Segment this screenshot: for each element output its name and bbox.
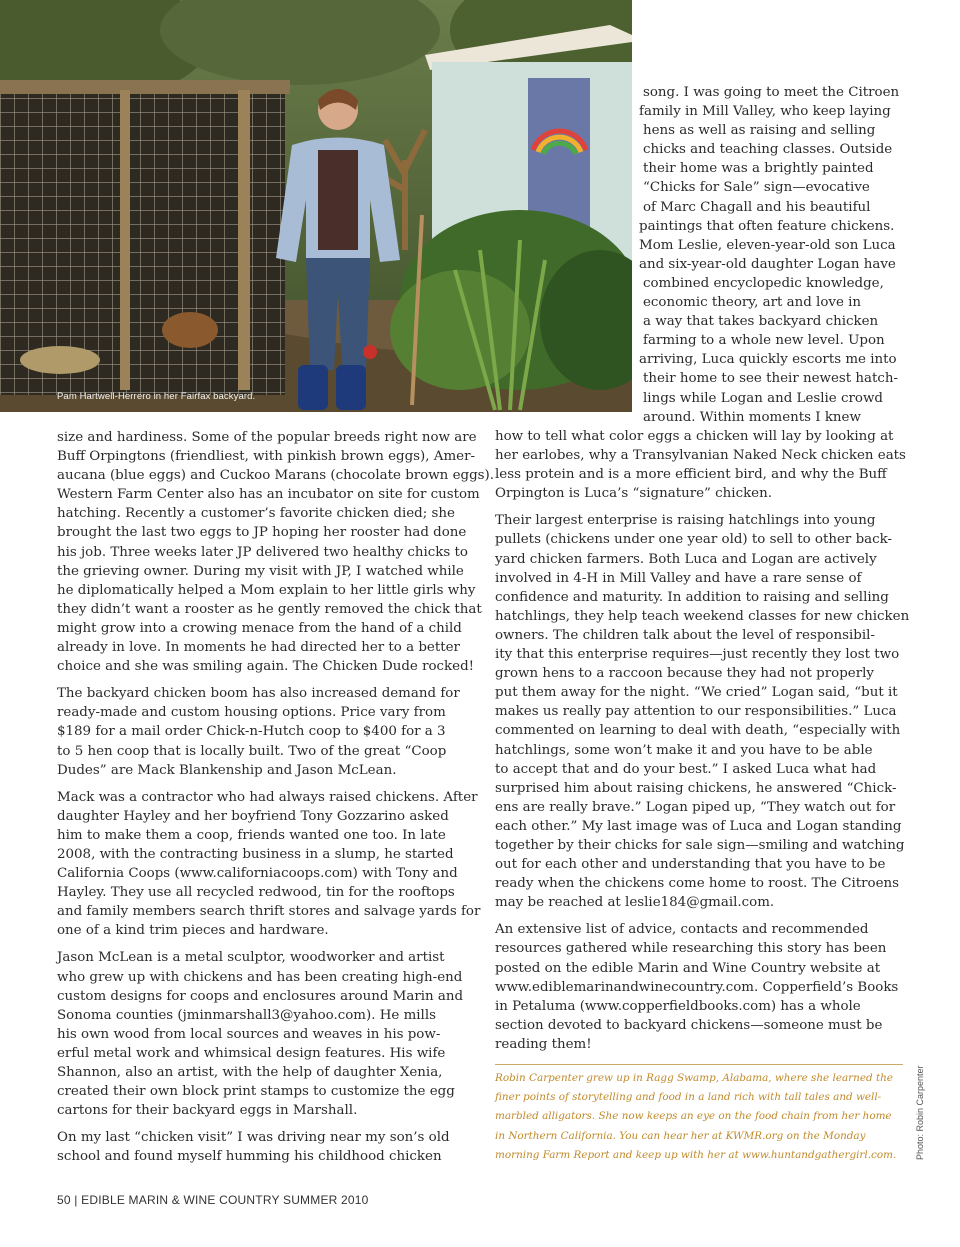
left-column-text <box>57 428 494 1174</box>
text-line: “Chicks for Sale” sign—evocative <box>643 180 870 196</box>
text-line: to 5 hen coop that is locally built. Two of the great “Coop <box>57 743 447 759</box>
text-line: pullets (chickens under one year old) to sell to other back- <box>495 532 893 548</box>
text-line: aucana (blue eggs) and Cuckoo Marans (chocolate brown eggs). <box>57 468 494 484</box>
text-line: lings while Logan and Leslie crowd <box>643 390 883 406</box>
text-line: their home to see their newest hatch- <box>643 371 899 387</box>
text-line: economic theory, art and love in <box>643 295 862 311</box>
text-line: less protein and is a more efficient bird, and why the Buff <box>495 467 887 483</box>
article-photo <box>0 0 632 412</box>
paragraph <box>57 788 481 941</box>
text-line: daughter Hayley and her boyfriend Tony Gozzarino asked <box>57 808 449 824</box>
text-line: may be reached at leslie184@gmail.com. <box>495 895 775 911</box>
text-line: Dudes” are Mack Blankenship and Jason McLean. <box>57 762 397 778</box>
text-line: cartons for their backyard eggs in Marshall. <box>57 1103 358 1119</box>
paragraph <box>57 948 467 1120</box>
text-line: each other.” My last image was of Luca and Logan standing <box>495 818 902 834</box>
photo-illustration <box>0 0 632 412</box>
text-line: might grow into a crowing menace from the hand of a child <box>57 620 462 636</box>
text-line: involved in 4-H in Mill Valley and have a rare sense of <box>495 570 862 586</box>
text-line: a way that takes backyard chicken <box>643 314 879 330</box>
text-line: morning Farm Report and keep up with her at www.huntandgathergirl.com. <box>495 1148 897 1161</box>
text-line: Sonoma counties (jminmarshall3@yahoo.com). He mills <box>57 1007 436 1023</box>
text-line: Robin Carpenter grew up in Ragg Swamp, Alabama, where she learned the <box>495 1072 893 1084</box>
text-line: hens as well as raising and selling <box>643 123 876 139</box>
text-line: hatching. Recently a customer’s favorite chicken died; she <box>57 506 455 522</box>
paragraph <box>57 428 494 676</box>
text-line: and six-year-old daughter Logan have <box>639 256 896 272</box>
text-line: school and found myself humming his childhood chicken <box>57 1149 442 1165</box>
text-line: him to make them a coop, friends wanted one too. In late <box>57 827 446 843</box>
page-footer: 50 | EDIBLE MARIN & WINE COUNTRY SUMMER 2010 <box>57 1193 369 1207</box>
text-line: paintings that often feature chickens. <box>639 218 895 234</box>
text-line: California Coops (www.californiacoops.com) with Tony and <box>57 866 458 882</box>
text-line: chicks and teaching classes. Outside <box>643 142 893 158</box>
text-line: 2008, with the contracting business in a slump, he started <box>57 846 454 862</box>
text-line: commented on learning to deal with death, “especially with <box>495 723 901 739</box>
photo-caption: Pam Hartwell-Herrero in her Fairfax backyard. <box>57 391 256 402</box>
text-line: his own wood from local sources and weaves in his pow- <box>57 1026 441 1042</box>
text-line: owners. The children talk about the level of responsibil- <box>495 627 875 643</box>
text-line: the grieving owner. During my visit with JP, I watched while <box>57 563 464 579</box>
text-line: put them away for the night. “We cried” Logan said, “but it <box>495 685 898 701</box>
text-line: out for each other and understanding that you have to be <box>495 857 886 873</box>
text-line: and family members search thrift stores and salvage yards for <box>57 904 481 920</box>
text-line: family in Mill Valley, who keep laying <box>639 104 891 120</box>
text-line: makes us really pay attention to our responsibilities.” Luca <box>495 704 897 720</box>
author-bio <box>495 1064 903 1165</box>
text-line: ity that this enterprise requires—just recently they lost two <box>495 647 900 663</box>
text-line: posted on the edible Marin and Wine Country website at <box>495 960 881 976</box>
right-column-text <box>495 427 910 1062</box>
text-line: reading them! <box>495 1036 592 1052</box>
paragraph <box>57 684 467 779</box>
text-line: Mack was a contractor who had always raised chickens. After <box>57 789 478 805</box>
text-line: ready when the chickens come home to roost. The Citroens <box>495 876 900 892</box>
text-line: surprised him about raising chickens, he answered “Chick- <box>495 780 897 796</box>
paragraph <box>495 920 907 1054</box>
text-line: The backyard chicken boom has also increased demand for <box>57 686 460 702</box>
text-line: they didn’t want a rooster as he gently removed the chick that <box>57 601 482 617</box>
text-line: Hayley. They use all recycled redwood, tin for the rooftops <box>57 885 455 901</box>
text-line: arriving, Luca quickly escorts me into <box>639 352 897 368</box>
text-line: hatchlings, some won’t make it and you have to be able <box>495 742 873 758</box>
text-line: yard chicken farmers. Both Luca and Logan are actively <box>495 551 877 567</box>
text-line: combined encyclopedic knowledge, <box>643 275 884 291</box>
text-line: hatchlings, they help teach weekend classes for new chicken <box>495 608 910 624</box>
text-line: erful metal work and whimsical design features. His wife <box>57 1045 446 1061</box>
text-line: marbled alligators. She now keeps an eye on the food chain from her home <box>495 1110 892 1123</box>
text-line: their home was a brightly painted <box>643 161 874 177</box>
text-line: who grew up with chickens and has been creating high-end <box>57 969 463 985</box>
paragraph <box>495 427 907 503</box>
text-line: farming to a whole new level. Upon <box>643 333 885 349</box>
text-line: custom designs for coops and enclosures around Marin and <box>57 988 464 1004</box>
text-line: section devoted to backyard chickens—someone must be <box>495 1017 883 1033</box>
text-line: ready-made and custom housing options. Price vary from <box>57 705 446 721</box>
text-line: one of a kind trim pieces and hardware. <box>57 923 329 939</box>
text-line: Shannon, also an artist, with the help of daughter Xenia, <box>57 1065 443 1080</box>
text-line: how to tell what color eggs a chicken will lay by looking at <box>495 429 894 444</box>
text-line: choice and she was smiling again. The Chicken Dude rocked! <box>57 659 475 675</box>
text-line: size and hardiness. Some of the popular breeds right now are <box>57 430 477 445</box>
text-line: brought the last two eggs to JP hoping her rooster had done <box>57 525 467 541</box>
text-line: in Petaluma (www.copperfieldbooks.com) has a whole <box>495 998 861 1014</box>
text-line: together by their chicks for sale sign—smiling and watching <box>495 837 905 853</box>
text-line: resources gathered while researching this story has been <box>495 941 887 957</box>
text-line: her earlobes, why a Transylvanian Naked Neck chicken eats <box>495 448 906 464</box>
text-line: Western Farm Center also has an incubator on site for custom <box>57 487 480 503</box>
text-line: Jason McLean is a metal sculptor, woodworker and artist <box>57 950 445 966</box>
text-line: of Marc Chagall and his beautiful <box>643 199 871 215</box>
photo-credit: Photo: Robin Carpenter <box>915 1065 925 1160</box>
text-line: On my last “chicken visit” I was driving near my son’s old <box>57 1130 450 1146</box>
text-line: created their own block print stamps to customize the egg <box>57 1084 455 1100</box>
text-line: $189 for a mail order Chick-n-Hutch coop to $400 for a 3 <box>57 724 446 740</box>
text-line: already in love. In moments he had directed her to a better <box>57 640 460 656</box>
paragraph <box>495 511 910 912</box>
text-line: song. I was going to meet the Citroen <box>643 85 900 100</box>
text-line: in Northern California. You can hear her at KWMR.org on the Monday <box>495 1129 866 1142</box>
text-line: confidence and maturity. In addition to raising and selling <box>495 589 889 605</box>
text-line: www.ediblemarinandwinecountry.com. Copperfield’s Books <box>495 979 899 995</box>
text-line: An extensive list of advice, contacts and recommended <box>495 922 869 938</box>
text-line: Mom Leslie, eleven-year-old son Luca <box>639 237 896 253</box>
text-line: finer points of storytelling and food in a land rich with tall tales and well- <box>495 1091 882 1104</box>
text-line: grown hens to a raccoon because they had not properly <box>495 666 874 682</box>
text-line: he diplomatically helped a Mom explain to her little girls why <box>57 582 476 598</box>
text-line: Orpington is Luca’s “signature” chicken. <box>495 486 772 502</box>
paragraph <box>57 1128 467 1166</box>
text-line: Their largest enterprise is raising hatchlings into young <box>495 513 876 529</box>
text-line: to accept that and do your best.” I asked Luca what had <box>495 761 877 777</box>
text-line: around. Within moments I knew <box>643 409 861 425</box>
text-line: ens are really brave.” Logan piped up, “They watch out for <box>495 799 896 815</box>
text-line: Buff Orpingtons (friendliest, with pinkish brown eggs), Amer- <box>57 449 476 465</box>
text-line: his job. Three weeks later JP delivered two healthy chicks to <box>57 544 468 560</box>
right-column-top-text <box>639 83 909 427</box>
